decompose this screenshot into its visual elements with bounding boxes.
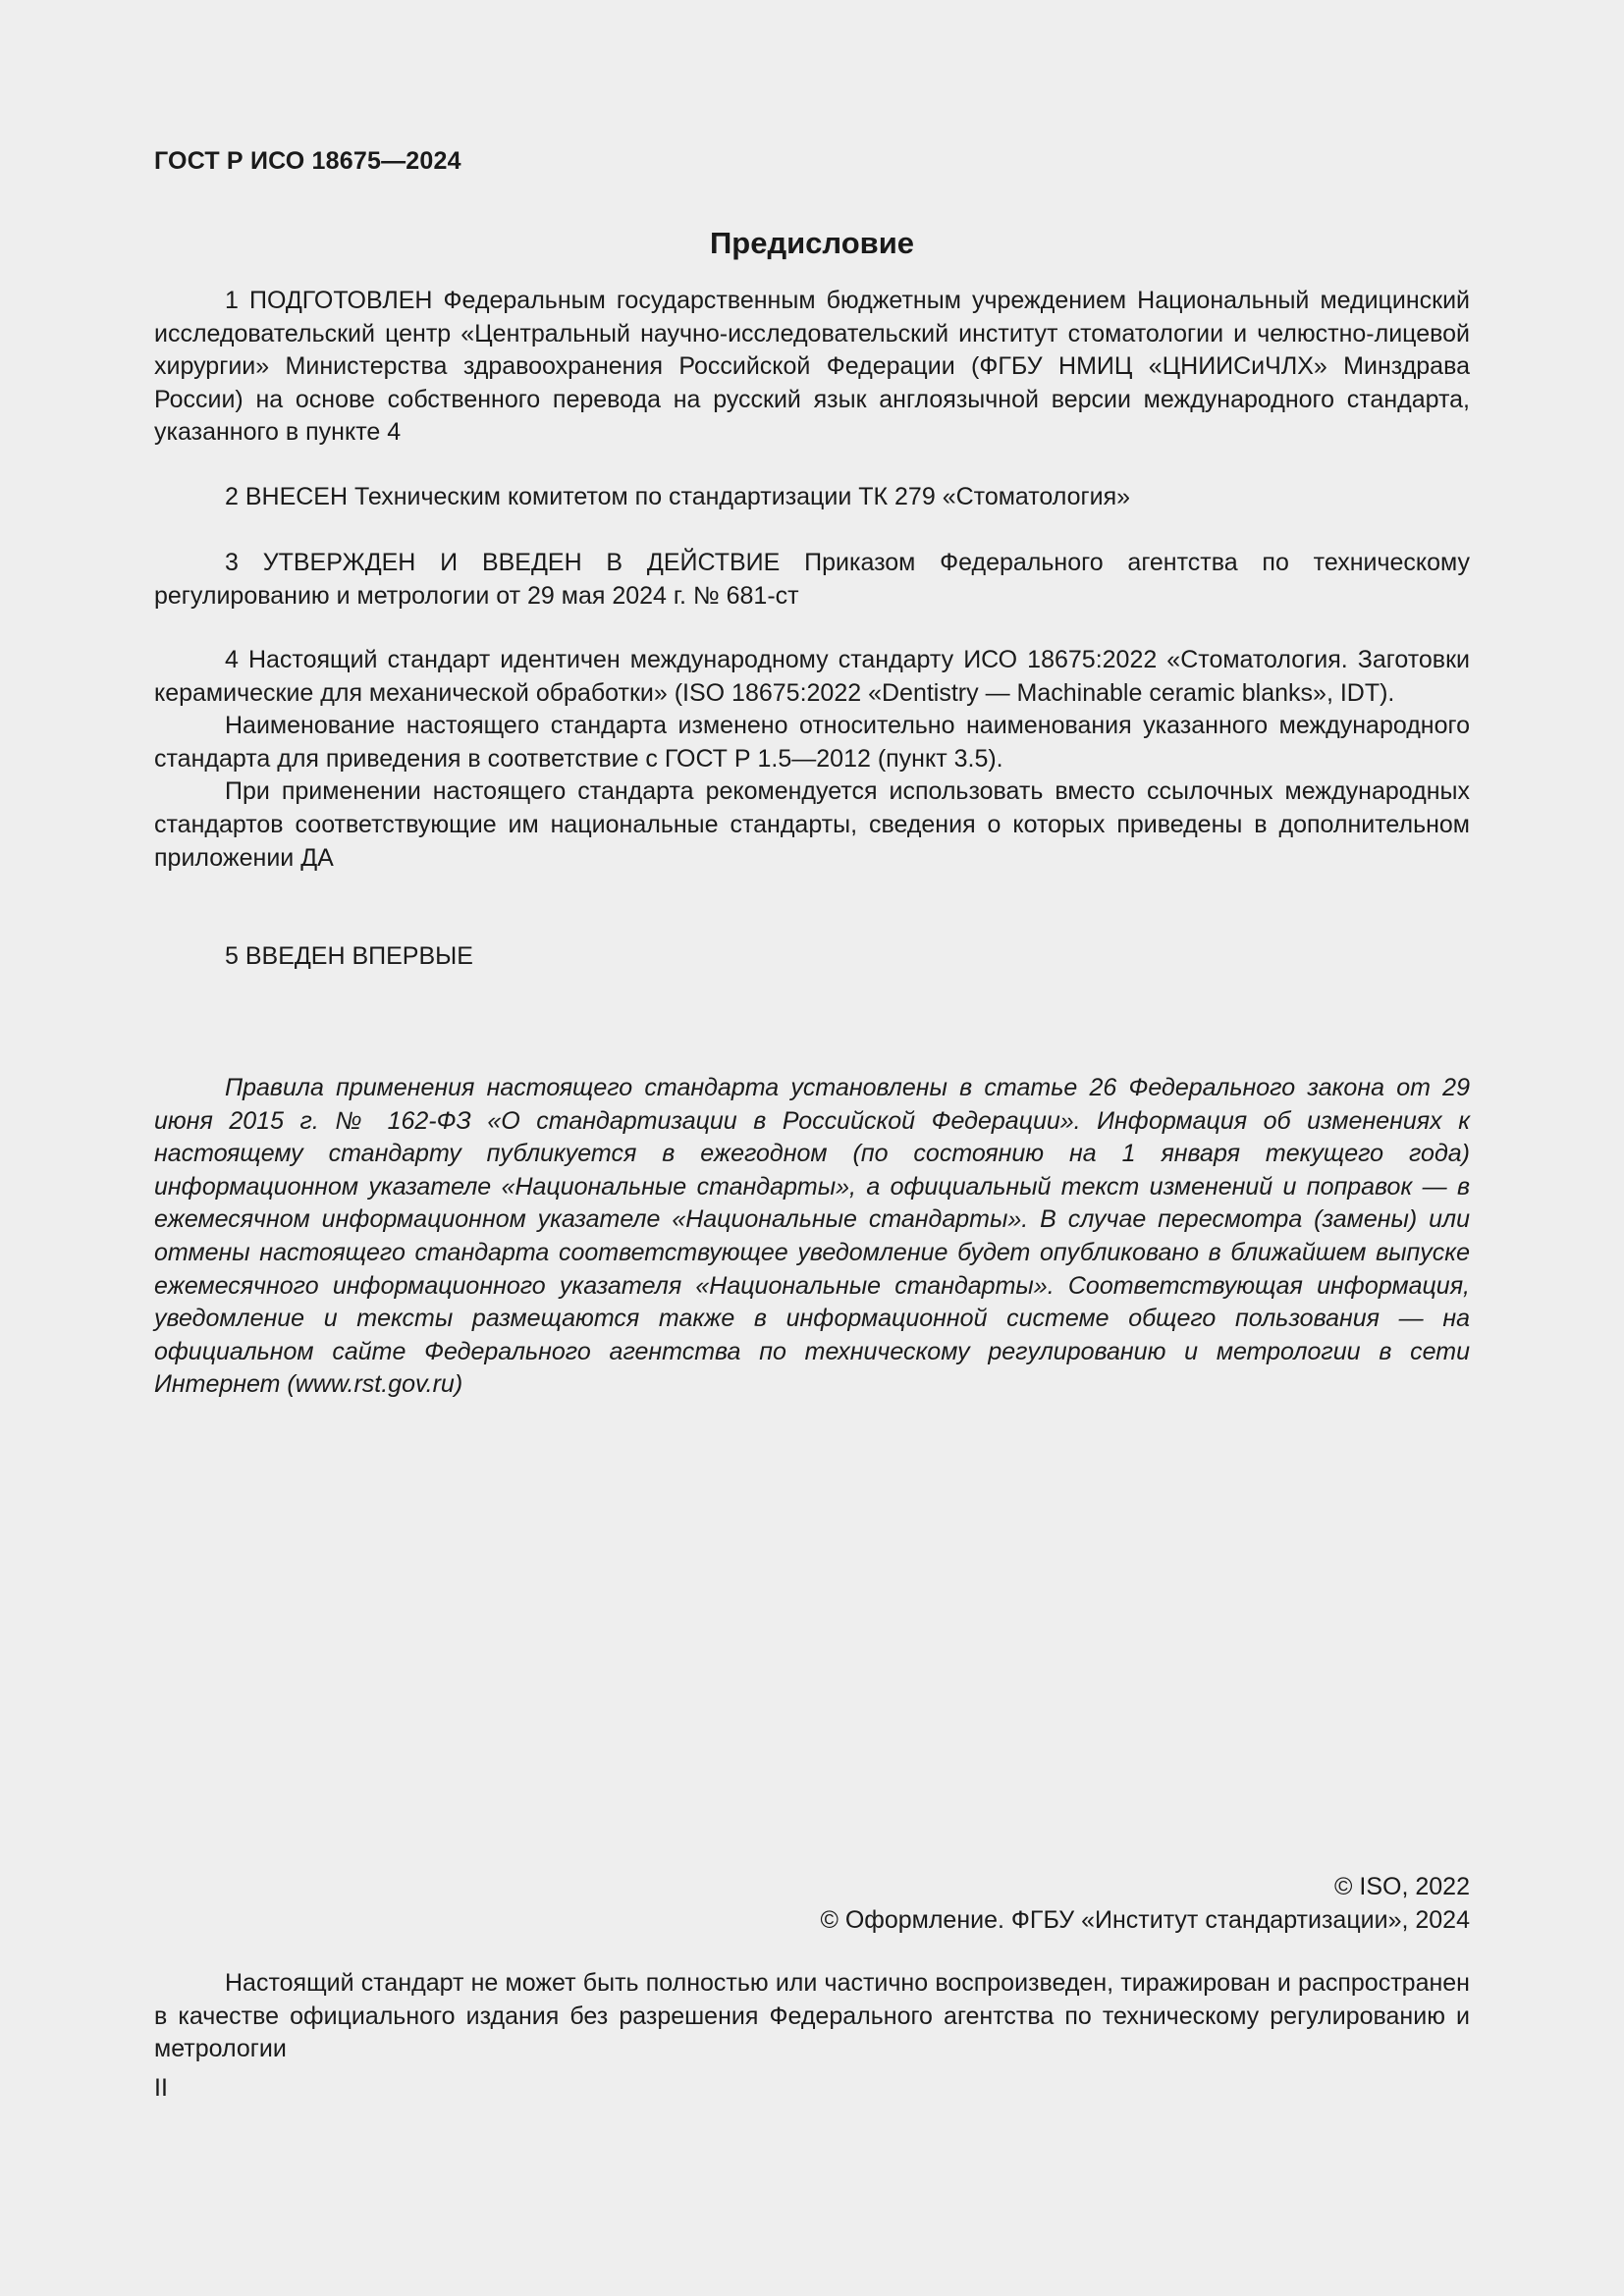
reproduction-notice-text: Настоящий стандарт не может быть полностью или частично воспроизведен, тиражирован и распространен в качестве официального издания без разрешения Федерального агентства по техническому регулированию и метрологии xyxy=(154,1969,1470,2063)
copyright-design: © Оформление. ФГБУ «Институт стандартизации», 2024 xyxy=(820,1906,1470,1934)
item-4-note-name: Наименование настоящего стандарта изменено относительно наименования указанного международного стандарта для приведения в соответствие с ГОСТ Р 1.5—2012 (пункт 3.5). xyxy=(154,712,1470,773)
copyright-iso: © ISO, 2022 xyxy=(1334,1873,1470,1900)
document-code: ГОСТ Р ИСО 18675—2024 xyxy=(154,147,461,175)
item-1 xyxy=(154,285,1470,450)
item-4 xyxy=(154,644,1470,875)
item-3 xyxy=(154,547,1470,613)
page-number: II xyxy=(154,2074,168,2102)
item-1-text: 1 ПОДГОТОВЛЕН Федеральным государственным бюджетным учреждением Национальный медицинский исследовательский центр «Центральный научно-исследовательский институт стоматологии и челюстно-лицевой хирургии» Министерства здравоохранения Российской Федерации (ФГБУ НМИЦ «ЦНИИСиЧЛХ» Минздрава России) на основе собственного перевода на русский язык англоязычной версии международного стандарта, указанного в пункте 4 xyxy=(154,287,1470,447)
item-4-text: 4 Настоящий стандарт идентичен международному стандарту ИСО 18675:2022 «Стоматология. Заготовки керамические для механической обработки» (ISO 18675:2022 «Dentistry — Machinable ceramic blanks», IDT). xyxy=(154,646,1470,707)
item-5-text: 5 ВВЕДЕН ВПЕРВЫЕ xyxy=(225,942,473,970)
page-title: Предисловие xyxy=(709,226,914,260)
copyright-block xyxy=(820,1870,1470,1937)
item-2 xyxy=(154,481,1470,514)
item-2-text: 2 ВНЕСЕН Техническим комитетом по стандартизации ТК 279 «Стоматология» xyxy=(225,483,1131,510)
item-4-note-references: При применении настоящего стандарта рекомендуется использовать вместо ссылочных международных стандартов соответствующие им национальные стандарты, сведения о которых приведены в дополнительном приложении ДА xyxy=(154,777,1470,872)
rules-notice xyxy=(154,1072,1470,1402)
reproduction-notice xyxy=(154,1967,1470,2066)
rules-notice-text: Правила применения настоящего стандарта установлены в статье 26 Федерального закона от 29 июня 2015 г. № 162-ФЗ «О стандартизации в Российской Федерации». Информация об изменениях к настоящему стандарту публикуется в ежегодном (по состоянию на 1 января текущего года) информационном указателе «Национальные стандарты», а официальный текст изменений и поправок — в ежемесячном информационном указателе «Национальные стандарты». В случае пересмотра (замены) или отмены настоящего стандарта соответствующее уведомление будет опубликовано в ближайшем выпуске ежемесячного информационного указателя «Национальные стандарты». Соответствующая информация, уведомление и тексты размещаются также в информационной системе общего пользования — на официальном сайте Федерального агентства по техническому регулированию и метрологии в сети Интернет (www.rst.gov.ru) xyxy=(154,1074,1470,1399)
item-3-text: 3 УТВЕРЖДЕН И ВВЕДЕН В ДЕЙСТВИЕ Приказом Федерального агентства по техническому регулированию и метрологии от 29 мая 2024 г. № 681-ст xyxy=(154,549,1470,610)
document-page xyxy=(154,0,1470,2296)
item-5 xyxy=(154,940,1470,974)
